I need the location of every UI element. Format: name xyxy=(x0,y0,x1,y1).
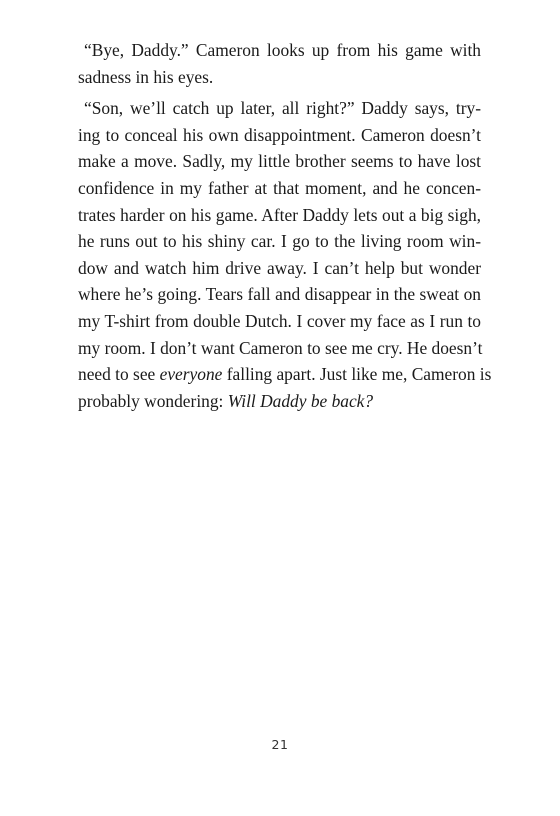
text-line: my T-shirt from double Dutch. I cover my face as I run to xyxy=(78,310,481,331)
page-body xyxy=(78,37,492,414)
text-line: ing to conceal his own disappointment. Cameron doesn’t xyxy=(78,124,481,145)
text-line: “Bye, Daddy.” Cameron looks up from his game with xyxy=(84,40,481,60)
text-run: probably wondering: xyxy=(78,390,228,411)
emphasized-text: Will Daddy be back? xyxy=(227,390,374,411)
paragraph xyxy=(78,95,492,414)
text-run: falling apart. Just like me, Cameron is xyxy=(222,364,492,385)
text-line: dow and watch him drive away. I can’t help but wonder xyxy=(78,257,481,278)
page-number: 21 xyxy=(271,737,289,752)
text-line: sadness in his eyes. xyxy=(78,66,214,87)
text-line: my room. I don’t want Cameron to see me cry. He doesn’t xyxy=(78,337,483,358)
text-line xyxy=(78,388,481,415)
paragraph xyxy=(78,37,481,90)
text-line: where he’s going. Tears fall and disappear in the sweat on xyxy=(78,284,481,305)
text-run: need to see xyxy=(78,364,160,385)
text-line: make a move. Sadly, my little brother seems to have lost xyxy=(78,151,481,172)
text-line xyxy=(78,361,492,388)
text-line: he runs out to his shiny car. I go to the living room win- xyxy=(78,231,481,252)
text-line: trates harder on his game. After Daddy lets out a big sigh, xyxy=(78,204,481,225)
text-line: confidence in my father at that moment, and he concen- xyxy=(78,177,481,198)
emphasized-text: everyone xyxy=(159,364,223,385)
text-line: “Son, we’ll catch up later, all right?” Daddy says, try- xyxy=(84,98,481,119)
